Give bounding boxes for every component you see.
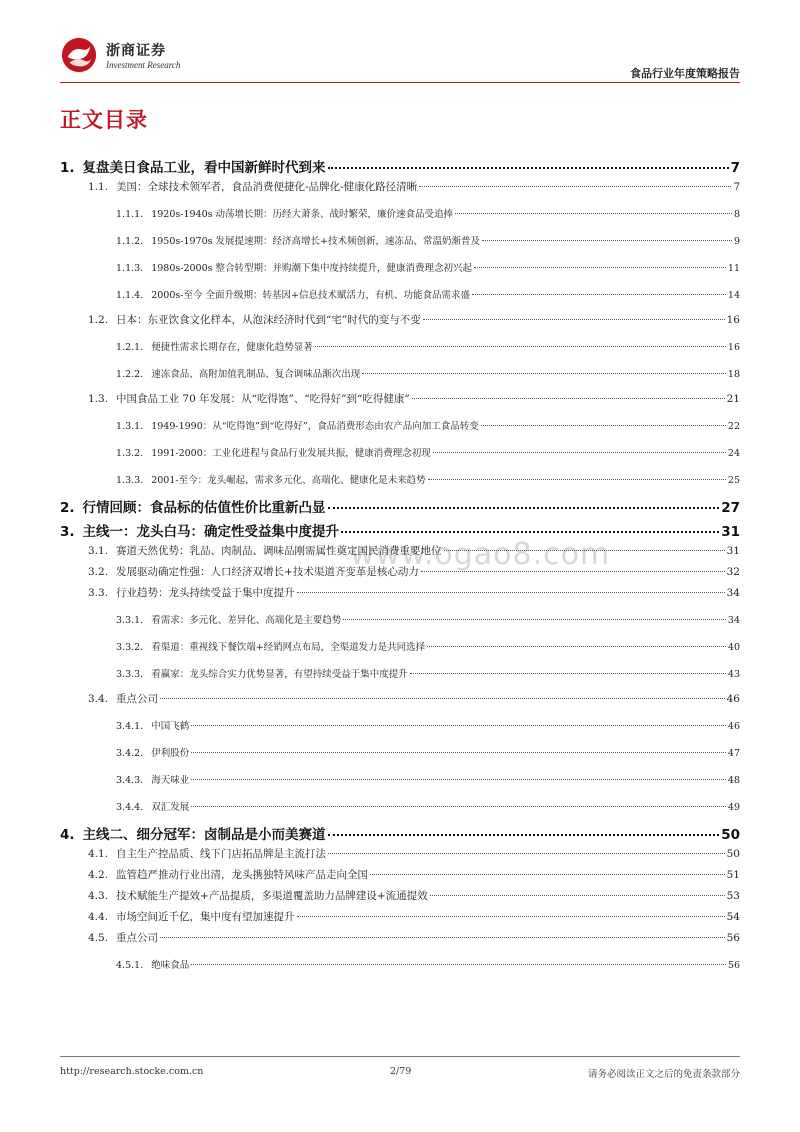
toc-leader-dots xyxy=(297,916,725,917)
toc-entry-title xyxy=(88,691,158,706)
toc-entry-text: 美国：全球技术领军者，食品消费便捷化-品牌化-健康化路径清晰 xyxy=(116,181,418,193)
toc-entry-text: 1950s-1970s 发展提速期：经济高增长+技术频创新，速冻品、常温奶渐普及 xyxy=(151,236,480,247)
toc-entry-text: 伊利股份 xyxy=(151,748,190,759)
toc-entry-title xyxy=(116,799,189,813)
toc-leader-dots xyxy=(191,779,726,780)
toc-entry-text: 1991-2000：工业化进程与食品行业发展共振，健康消费理念初现 xyxy=(151,448,431,459)
toc-entry-number: 1.2.2. xyxy=(116,369,144,380)
toc-entry-number: 1.1.4. xyxy=(116,290,144,301)
toc-entry-level3[interactable] xyxy=(116,339,740,353)
toc-entry-page: 24 xyxy=(727,448,740,459)
toc-entry-text: 海天味业 xyxy=(151,775,190,786)
toc-entry-level2[interactable] xyxy=(88,691,740,706)
toc-entry-text: 1920s-1940s 动荡增长期：历经大萧条、战时繁荣，廉价速食品受追捧 xyxy=(151,209,454,220)
toc-entry-title xyxy=(116,339,313,353)
toc-entry-page: 7 xyxy=(733,181,740,193)
toc-entry-title xyxy=(116,233,480,247)
toc-leader-dots xyxy=(328,834,720,836)
toc-entry-level3[interactable] xyxy=(116,233,740,247)
toc-entry-level3[interactable] xyxy=(116,206,740,220)
toc-leader-dots xyxy=(455,213,732,214)
toc-entry-number: 2. xyxy=(60,500,75,516)
toc-entry-page: 48 xyxy=(727,775,740,786)
toc-entry-number: 3.4.2. xyxy=(116,748,144,759)
toc-entry-title xyxy=(116,445,431,459)
toc-entry-page: 16 xyxy=(727,342,740,353)
toc-entry-text: 2001-至今：龙头崛起，需求多元化、高端化、健康化是未来趋势 xyxy=(151,475,426,486)
page-title: 正文目录 xyxy=(60,108,148,132)
toc-entry-title xyxy=(60,156,326,176)
toc-leader-dots xyxy=(410,673,726,674)
toc-entry-number: 4.3. xyxy=(88,890,109,902)
toc-entry-number: 1.1.3. xyxy=(116,263,144,274)
toc-entry-text: 主线二、细分冠军：卤制品是小而美赛道 xyxy=(82,827,326,843)
toc-entry-text: 中国食品工业 70 年发展：从“吃得饱”、“吃得好”到“吃得健康” xyxy=(116,393,410,405)
toc-entry-level3[interactable] xyxy=(116,418,740,432)
toc-entry-number: 1.2.1. xyxy=(116,342,144,353)
toc-entry-number: 4.4. xyxy=(88,911,109,923)
toc-leader-dots xyxy=(160,698,725,699)
toc-entry-text: 行情回顾：食品标的估值性价比重新凸显 xyxy=(82,500,326,516)
toc-entry-level2[interactable] xyxy=(88,564,740,579)
toc-entry-number: 1.3.3. xyxy=(116,475,144,486)
toc-entry-page: 56 xyxy=(726,932,740,944)
toc-entry-text: 1980s-2000s 整合转型期：并购潮下集中度持续提升，健康消费理念初兴起 xyxy=(151,263,473,274)
toc-entry-page: 22 xyxy=(727,421,740,432)
toc-entry-text: 双汇发展 xyxy=(151,802,190,813)
toc-entry-number: 3.4.1. xyxy=(116,721,144,732)
toc-entry-title xyxy=(88,846,326,861)
toc-leader-dots xyxy=(160,937,725,938)
toc-entry-page: 27 xyxy=(721,500,740,516)
toc-entry-title xyxy=(88,179,417,194)
toc-entry-title xyxy=(88,543,442,558)
toc-entry-title xyxy=(88,312,421,327)
toc-entry-page: 14 xyxy=(727,290,740,301)
toc-entry-text: 重点公司 xyxy=(116,932,159,944)
toc-entry-level3[interactable] xyxy=(116,366,740,380)
toc-entry-text: 看赢家：龙头综合实力优势显著，有望持续受益于集中度提升 xyxy=(151,669,408,680)
toc-entry-number: 1.2. xyxy=(88,314,109,326)
toc-leader-dots xyxy=(481,425,726,426)
toc-entry-title xyxy=(116,366,360,380)
toc-leader-dots xyxy=(412,398,725,399)
toc-entry-page: 25 xyxy=(727,475,740,486)
toc-leader-dots xyxy=(482,240,732,241)
toc-entry-page: 11 xyxy=(727,263,740,274)
brand-name: 浙商证券 xyxy=(106,43,166,59)
toc-entry-title xyxy=(116,612,341,626)
toc-entry-text: 中国飞鹤 xyxy=(151,721,190,732)
toc-entry-number: 1.1.2. xyxy=(116,236,144,247)
report-title: 食品行业年度策略报告 xyxy=(630,67,740,80)
footer-url[interactable]: http://research.stocke.com.cn xyxy=(60,1066,204,1077)
toc-entry-level2[interactable] xyxy=(88,179,740,194)
toc-entry-page: 46 xyxy=(727,721,740,732)
toc-entry-number: 1.3. xyxy=(88,393,109,405)
toc-leader-dots xyxy=(191,806,726,807)
toc-entry-level2[interactable] xyxy=(88,909,740,924)
toc-entry-title xyxy=(116,745,189,759)
toc-entry-level1[interactable] xyxy=(60,520,740,540)
toc-entry-page: 46 xyxy=(726,693,740,705)
toc-entry-text: 2000s-至今 全面升级期：转基因+信息技术赋活力，有机、功能食品需求盛 xyxy=(151,290,470,301)
toc-entry-number: 3.4. xyxy=(88,693,109,705)
toc-entry-page: 56 xyxy=(727,960,740,971)
toc-entry-number: 3. xyxy=(60,524,75,540)
footer-page-number: 2/79 xyxy=(390,1066,412,1077)
toc-entry-title xyxy=(88,909,295,924)
toc-entry-page: 40 xyxy=(727,642,740,653)
toc-entry-level2[interactable] xyxy=(88,846,740,861)
toc-entry-title xyxy=(88,391,410,406)
toc-entry-title xyxy=(116,772,189,786)
toc-entry-number: 1.1. xyxy=(88,181,109,193)
toc-entry-page: 50 xyxy=(726,848,740,860)
toc-leader-dots xyxy=(433,452,726,453)
toc-entry-number: 1.1.1. xyxy=(116,209,144,220)
toc-entry-text: 赛道天然优势：乳品、肉制品、调味品刚需属性奠定国民消费重要地位 xyxy=(116,545,442,557)
toc-entry-text: 1949-1990：从“吃得饱”到“吃得好”，食品消费形态由农产品向加工食品转变 xyxy=(151,421,479,432)
toc-entry-level3[interactable] xyxy=(116,772,740,786)
toc-entry-number: 3.2. xyxy=(88,566,109,578)
footer-disclaimer: 请务必阅读正文之后的免责条款部分 xyxy=(587,1069,740,1080)
toc-leader-dots xyxy=(444,550,725,551)
toc-entry-number: 4.2. xyxy=(88,869,109,881)
toc-entry-number: 1. xyxy=(60,160,75,176)
toc-leader-dots xyxy=(191,964,726,965)
brand-name-en: Investment Research xyxy=(106,60,181,70)
toc-leader-dots xyxy=(474,267,726,268)
toc-entry-page: 32 xyxy=(726,566,740,578)
toc-entry-level3[interactable] xyxy=(116,445,740,459)
toc-entry-page: 51 xyxy=(726,869,740,881)
toc-leader-dots xyxy=(343,619,726,620)
toc-leader-dots xyxy=(430,895,725,896)
toc-leader-dots xyxy=(423,319,725,320)
toc-entry-text: 看渠道：重视线下餐饮端+经销网点布局，全渠道发力是共同选择 xyxy=(151,642,426,653)
toc-entry-level3[interactable] xyxy=(116,957,740,971)
header-divider xyxy=(60,82,740,83)
report-header xyxy=(60,30,740,82)
toc-leader-dots xyxy=(191,725,726,726)
toc-entry-number: 4.5. xyxy=(88,932,109,944)
zheshang-logo-icon xyxy=(60,36,98,74)
toc-entry-level2[interactable] xyxy=(88,312,740,327)
toc-entry-page: 34 xyxy=(727,615,740,626)
toc-entry-page: 49 xyxy=(727,802,740,813)
toc-entry-text: 市场空间近千亿，集中度有望加速提升 xyxy=(116,911,295,923)
toc-entry-number: 4.1. xyxy=(88,848,109,860)
toc-entry-title xyxy=(116,639,425,653)
toc-entry-title xyxy=(60,520,339,540)
toc-leader-dots xyxy=(421,571,725,572)
toc-entry-level3[interactable] xyxy=(116,260,740,274)
toc-entry-text: 技术赋能生产提效+产品提质，多渠道覆盖助力品牌建设+流通提效 xyxy=(116,890,428,902)
toc-entry-level1[interactable] xyxy=(60,496,740,516)
toc-leader-dots xyxy=(328,167,729,169)
toc-leader-dots xyxy=(315,346,726,347)
toc-entry-text: 便捷性需求长期存在，健康化趋势显著 xyxy=(151,342,313,353)
toc-entry-number: 3.3.1. xyxy=(116,615,144,626)
toc-leader-dots xyxy=(472,294,726,295)
toc-entry-level2[interactable] xyxy=(88,391,740,406)
toc-entry-text: 行业趋势：龙头持续受益于集中度提升 xyxy=(116,587,295,599)
toc-entry-level3[interactable] xyxy=(116,799,740,813)
toc-entry-number: 3.4.4. xyxy=(116,802,144,813)
toc-entry-level3[interactable] xyxy=(116,639,740,653)
toc-entry-title xyxy=(116,718,189,732)
toc-entry-title xyxy=(116,206,453,220)
toc-entry-number: 3.3. xyxy=(88,587,109,599)
toc-entry-page: 34 xyxy=(726,587,740,599)
toc-entry-text: 复盘美日食品工业，看中国新鲜时代到来 xyxy=(82,160,326,176)
toc-entry-number: 4.5.1. xyxy=(116,960,144,971)
toc-entry-level2[interactable] xyxy=(88,867,740,882)
toc-entry-number: 4. xyxy=(60,827,75,843)
toc-entry-page: 21 xyxy=(726,393,740,405)
toc-entry-text: 看需求：多元化、差异化、高端化是主要趋势 xyxy=(151,615,342,626)
toc-entry-page: 53 xyxy=(726,890,740,902)
toc-entry-level1[interactable] xyxy=(60,823,740,843)
toc-entry-title xyxy=(88,930,158,945)
toc-entry-page: 7 xyxy=(730,160,740,176)
toc-entry-number: 3.3.2. xyxy=(116,642,144,653)
toc-entry-title xyxy=(60,496,326,516)
toc-entry-text: 速冻食品、高附加值乳制品、复合调味品渐次出现 xyxy=(151,369,361,380)
toc-entry-page: 47 xyxy=(727,748,740,759)
toc-entry-level2[interactable] xyxy=(88,930,740,945)
toc-entry-page: 9 xyxy=(733,236,740,247)
toc-leader-dots xyxy=(427,646,726,647)
toc-leader-dots xyxy=(419,186,731,187)
toc-entry-page: 18 xyxy=(727,369,740,380)
toc-leader-dots xyxy=(370,874,725,875)
toc-entry-title xyxy=(88,564,419,579)
toc-entry-level3[interactable] xyxy=(116,718,740,732)
toc-entry-level3[interactable] xyxy=(116,745,740,759)
toc-entry-page: 16 xyxy=(726,314,740,326)
toc-entry-title xyxy=(60,823,326,843)
toc-entry-number: 3.4.3. xyxy=(116,775,144,786)
toc-entry-page: 31 xyxy=(726,545,740,557)
toc-entry-title xyxy=(88,888,428,903)
toc-entry-page: 50 xyxy=(721,827,740,843)
toc-entry-title xyxy=(88,585,295,600)
toc-entry-page: 8 xyxy=(733,209,740,220)
toc-leader-dots xyxy=(428,479,726,480)
toc-leader-dots xyxy=(362,373,726,374)
footer-divider xyxy=(60,1056,740,1057)
toc-entry-level3[interactable] xyxy=(116,612,740,626)
toc-entry-number: 3.3.3. xyxy=(116,669,144,680)
toc-entry-title xyxy=(116,287,470,301)
toc-entry-level2[interactable] xyxy=(88,543,740,558)
toc-entry-text: 重点公司 xyxy=(116,693,159,705)
toc-entry-text: 自主生产控品质、线下门店拓品牌是主流打法 xyxy=(116,848,327,860)
toc-entry-number: 1.3.1. xyxy=(116,421,144,432)
toc-entry-level2[interactable] xyxy=(88,585,740,600)
toc-entry-level2[interactable] xyxy=(88,888,740,903)
toc-entry-title xyxy=(116,666,408,680)
toc-entry-level3[interactable] xyxy=(116,666,740,680)
toc-entry-text: 监管趋严推动行业出清，龙头携独特风味产品走向全国 xyxy=(116,869,369,881)
toc-entry-title xyxy=(116,472,426,486)
toc-leader-dots xyxy=(328,507,720,509)
toc-entry-number: 1.3.2. xyxy=(116,448,144,459)
toc-leader-dots xyxy=(328,853,725,854)
toc-entry-title xyxy=(88,867,368,882)
toc-entry-text: 日本：东亚饮食文化样本，从泡沫经济时代到“宅”时代的变与不变 xyxy=(116,314,421,326)
toc-entry-level3[interactable] xyxy=(116,472,740,486)
toc-entry-title xyxy=(116,957,189,971)
toc-entry-page: 43 xyxy=(727,669,740,680)
toc-entry-text: 绝味食品 xyxy=(151,960,190,971)
toc-entry-page: 54 xyxy=(726,911,740,923)
toc-entry-title xyxy=(116,260,472,274)
toc-entry-text: 主线一：龙头白马：确定性受益集中度提升 xyxy=(82,524,340,540)
toc-leader-dots xyxy=(191,752,726,753)
toc-entry-page: 31 xyxy=(721,524,740,540)
toc-leader-dots xyxy=(341,531,719,533)
toc-entry-number: 3.1. xyxy=(88,545,109,557)
toc-entry-title xyxy=(116,418,479,432)
toc-entry-text: 发展驱动确定性强：人口经济双增长+技术渠道齐变革是核心动力 xyxy=(116,566,419,578)
toc-leader-dots xyxy=(297,592,725,593)
watermark: www.ogao8.com xyxy=(350,537,611,572)
toc-entry-level1[interactable] xyxy=(60,156,740,176)
toc-entry-level3[interactable] xyxy=(116,287,740,301)
